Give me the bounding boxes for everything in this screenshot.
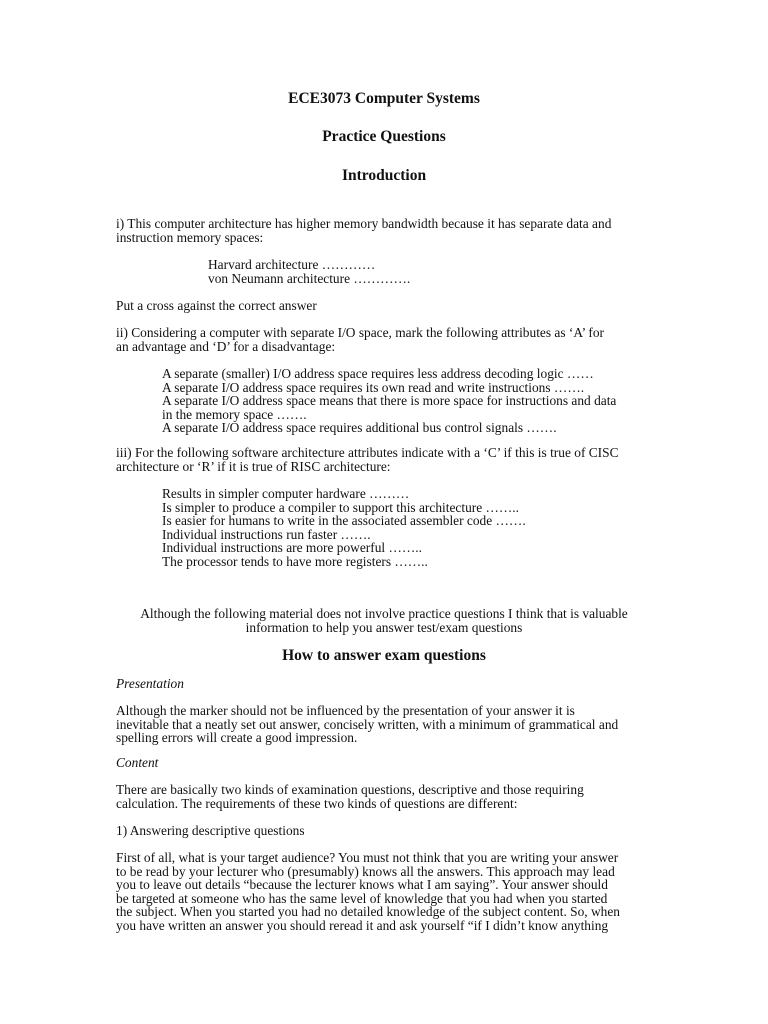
question-2-line: an advantage and ‘D’ for a disadvantage: — [116, 338, 336, 354]
question-2-text — [116, 326, 656, 353]
list-item: A separate I/O address space means that there is more space for instructions and data — [162, 393, 617, 409]
question-1-options — [208, 258, 410, 285]
list-item: A separate I/O address space requires additional bus control signals ……. — [162, 420, 557, 436]
note-line-1: Although the following material does not involve practice questions I think that is valuable — [140, 606, 628, 621]
presentation-paragraph — [116, 704, 656, 745]
list-item: A separate I/O address space requires its own read and write instructions ……. — [162, 379, 585, 395]
content-paragraph — [116, 783, 656, 810]
paragraph-line: you have written an answer you should reread it and ask yourself “if I didn’t know anything — [116, 917, 609, 933]
paragraph-line: you to leave out details “because the lecturer knows what I am saying”. Your answer should — [116, 877, 608, 893]
option-harvard: Harvard architecture ………… — [208, 257, 376, 272]
list-item: Individual instructions run faster ……. — [162, 526, 371, 542]
presentation-label: Presentation — [116, 676, 184, 691]
list-item: The processor tends to have more registers …….. — [162, 553, 428, 569]
question-1-instruction: Put a cross against the correct answer — [116, 298, 317, 313]
paragraph-line: First of all, what is your target audience? You must not think that you are writing your answer — [116, 850, 619, 865]
paragraph-line: inevitable that a neatly set out answer, concisely written, with a minimum of grammatical and — [116, 716, 619, 732]
paragraph-line: Although the marker should not be influenced by the presentation of your answer it is — [116, 703, 575, 718]
question-3-text — [116, 446, 656, 473]
note-line-2: information to help you answer test/exam questions — [245, 620, 523, 635]
paragraph-line: be targeted at someone who has the same level of knowledge that you had when you started — [116, 890, 608, 906]
section-title: Introduction — [341, 167, 427, 184]
question-2-line: ii) Considering a computer with separate I/O space, mark the following attributes as ‘A’ for — [116, 325, 604, 340]
paragraph-line: calculation. The requirements of these two kinds of questions are different: — [116, 795, 518, 811]
exam-section-title: How to answer exam questions — [282, 647, 486, 664]
subtitle: Practice Questions — [322, 128, 446, 145]
question-3-line: iii) For the following software architecture attributes indicate with a ‘C’ if this is true of CISC — [116, 445, 619, 460]
option-von-neumann: von Neumann architecture …………. — [208, 270, 411, 286]
question-1-line: instruction memory spaces: — [116, 229, 264, 245]
content-label: Content — [116, 755, 159, 770]
list-item: Is easier for humans to write in the associated assembler code ……. — [162, 513, 526, 529]
question-1-line: i) This computer architecture has higher memory bandwidth because it has separate data and — [116, 216, 612, 231]
list-item: A separate (smaller) I/O address space requires less address decoding logic …… — [162, 366, 594, 381]
paragraph-line: to be read by your lecturer who (presumably) knows all the answers. This approach may lead — [116, 863, 615, 879]
list-item: Results in simpler computer hardware ……… — [162, 486, 410, 501]
course-title: ECE3073 Computer Systems — [288, 90, 480, 107]
list-item: Individual instructions are more powerful …….. — [162, 540, 422, 556]
question-3-line: architecture or ‘R’ if it is true of RISC architecture: — [116, 458, 391, 474]
paragraph-line: There are basically two kinds of examination questions, descriptive and those requiring — [116, 782, 584, 797]
list-item: Is simpler to produce a compiler to support this architecture …….. — [162, 499, 519, 515]
question-3-items — [162, 487, 526, 569]
list-item: in the memory space ……. — [162, 406, 307, 422]
paragraph-line: the subject. When you started you had no detailed knowledge of the subject content. So, when — [116, 904, 621, 920]
descriptive-heading: 1) Answering descriptive questions — [116, 823, 305, 838]
paragraph-line: spelling errors will create a good impression. — [116, 730, 358, 746]
descriptive-paragraph — [116, 851, 656, 933]
question-1-text — [116, 217, 656, 244]
question-2-items — [162, 367, 616, 435]
